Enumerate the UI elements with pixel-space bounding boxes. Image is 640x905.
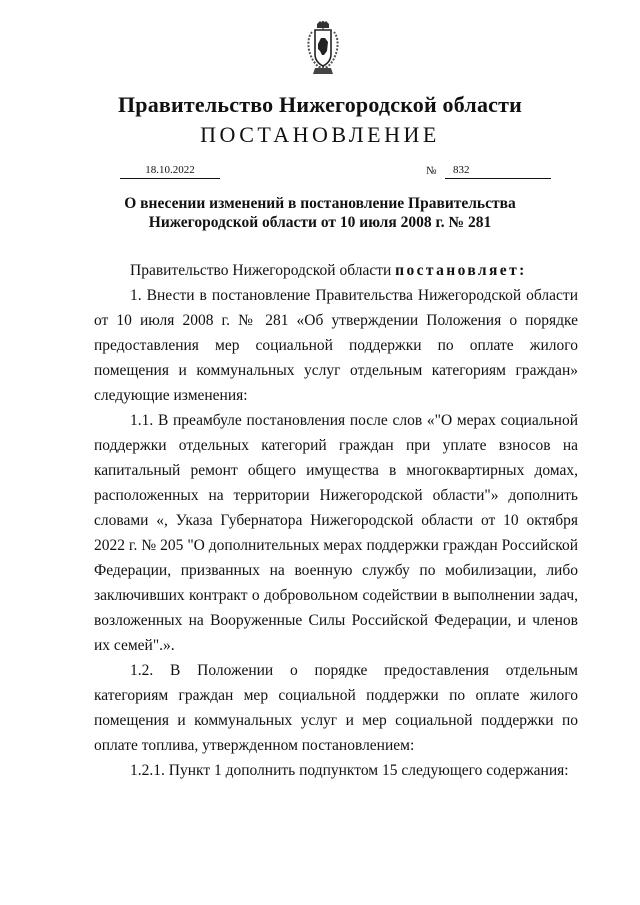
paragraph-1-2: 1.2. В Положении о порядке предоставления отдельным категориям граждан мер социальной поддержки по оплате жилого помещения и коммунальных услуг и мер социальной поддержки по оплате топлива, утвержденном постановлением: — [94, 662, 578, 754]
government-name: Правительство Нижегородской области — [117, 92, 522, 117]
number-sign: № — [426, 165, 437, 177]
intro-decree-word: постановляет: — [395, 262, 527, 279]
subject-line-2: Нижегородской области от 10 июля 2008 г. № 281 — [148, 214, 492, 231]
document-number: 832 — [445, 163, 551, 179]
document-date: 18.10.2022 — [120, 163, 220, 179]
document-body — [94, 258, 578, 783]
document-type: ПОСТАНОВЛЕНИЕ — [200, 122, 440, 147]
coat-of-arms-icon — [303, 20, 343, 76]
intro-prefix: Правительство Нижегородской области — [130, 262, 396, 279]
subject-line-1: О внесении изменений в постановление Правительства — [124, 195, 516, 212]
paragraph-1-2-1: 1.2.1. Пункт 1 дополнить подпунктом 15 следующего содержания: — [130, 762, 569, 779]
intro-paragraph — [94, 258, 578, 283]
paragraph-1: 1. Внести в постановление Правительства Нижегородской области от 10 июля 2008 г. № 281 «Об утверждении Положения о порядке предоставления мер социальной поддержки по оплате жилого помещения и коммунальных услуг отдельным категориям граждан» следующие изменения: — [94, 287, 578, 404]
document-subject — [100, 194, 540, 232]
paragraph-1-1: 1.1. В преамбуле постановления после слов «"О мерах социальной поддержки отдельных категорий граждан при уплате взносов на капитальный ремонт общего имущества в многоквартирных домах, расположенных на территории Нижегородской области"» дополнить словами «, Указа Губернатора Нижегородской области от 10 октября 2022 г. № 205 "О дополнительных мерах поддержки граждан Российской Федерации, призванных на военную службу по мобилизации, либо заключивших контракт о добровольном содействии в выполнении задач, возложенных на Вооруженные Силы Российской Федерации, и членов их семей".». — [94, 412, 578, 654]
